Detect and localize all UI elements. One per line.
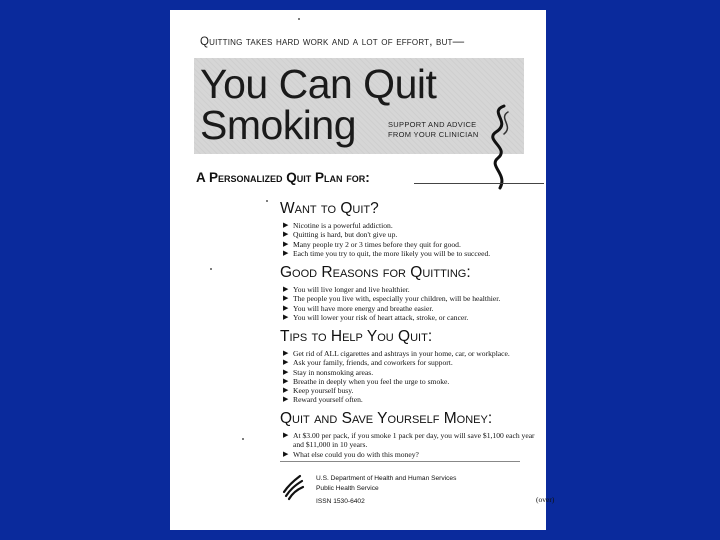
scan-speck — [210, 268, 212, 270]
subhead — [388, 120, 479, 139]
headline-line1: You Can Quit — [200, 61, 437, 107]
issn-number: ISSN 1530-6402 — [316, 498, 365, 505]
plan-title: A Personalized Quit Plan for: — [196, 170, 370, 185]
list-item: ▶ Nicotine is a powerful addiction. — [283, 221, 393, 230]
tagline: Quitting takes hard work and a lot of effort, but— — [200, 36, 465, 48]
section-good-reasons — [280, 264, 542, 322]
bullet-triangle-icon: ▶ — [283, 358, 289, 367]
section-tips — [280, 328, 542, 405]
subhead-line2: FROM YOUR CLINICIAN — [388, 129, 479, 139]
section-heading: Quit and Save Yourself Money: — [280, 410, 493, 427]
list-item: ▶ Breathe in deeply when you feel the urge to smoke. — [283, 376, 450, 386]
scan-speck — [242, 438, 244, 440]
list-item: ▶ You will live longer and live healthier. — [283, 285, 410, 294]
bullet-triangle-icon: ▶ — [283, 221, 289, 229]
scan-speck — [298, 18, 300, 20]
bullet-triangle-icon: ▶ — [283, 230, 289, 239]
list-item: ▶ Keep yourself busy. — [283, 386, 354, 396]
bullet-triangle-icon: ▶ — [283, 294, 289, 303]
list-item: ▶ Quitting is hard, but don't give up. — [283, 230, 398, 240]
bullet-triangle-icon: ▶ — [283, 395, 289, 404]
section-heading: Want to Quit? — [280, 200, 379, 217]
bullet-triangle-icon: ▶ — [283, 376, 289, 385]
subhead-line1: SUPPORT AND ADVICE — [388, 120, 477, 129]
smoke-icon — [482, 102, 518, 192]
list-item: ▶ The people you live with, especially your children, will be healthier. — [283, 294, 501, 304]
bullet-triangle-icon: ▶ — [283, 367, 289, 376]
bullet-list — [280, 431, 542, 459]
publisher-org: U.S. Department of Health and Human Services — [316, 475, 457, 482]
list-item: ▶ You will have more energy and breathe easier. — [283, 303, 434, 313]
bullet-triangle-icon: ▶ — [283, 386, 289, 395]
footer-divider — [280, 461, 520, 462]
bullet-triangle-icon: ▶ — [283, 248, 289, 257]
bullet-triangle-icon: ▶ — [283, 312, 289, 321]
section-save-money — [280, 410, 542, 459]
bullet-triangle-icon: ▶ — [283, 449, 289, 458]
bullet-list — [280, 349, 542, 405]
bullet-triangle-icon: ▶ — [283, 349, 289, 357]
publisher-service: Public Health Service — [316, 485, 379, 492]
bullet-triangle-icon: ▶ — [283, 285, 289, 293]
section-heading: Tips to Help You Quit: — [280, 328, 433, 345]
list-item: ▶ Each time you try to quit, the more likely you will be to succeed. — [283, 248, 491, 258]
plan-name-blank — [414, 183, 544, 184]
flyer-page — [170, 10, 555, 530]
list-item: ▶ Stay in nonsmoking areas. — [283, 367, 374, 377]
scan-speck — [266, 200, 268, 202]
list-item: ▶ You will lower your risk of heart attack, stroke, or cancer. — [283, 312, 469, 322]
list-item: ▶ Many people try 2 or 3 times before they quit for good. — [283, 239, 461, 249]
bullet-list — [280, 285, 542, 322]
section-want-to-quit — [280, 200, 542, 258]
bullet-triangle-icon: ▶ — [283, 303, 289, 312]
headline-line2: Smoking — [200, 102, 357, 148]
section-heading: Good Reasons for Quitting: — [280, 264, 471, 281]
hhs-logo-icon — [280, 472, 306, 500]
title-banner — [194, 58, 524, 154]
list-item: ▶ Get rid of ALL cigarettes and ashtrays in your home, car, or workplace. — [283, 349, 510, 358]
list-item: ▶ What else could you do with this money? — [283, 449, 419, 459]
bullet-triangle-icon: ▶ — [283, 239, 289, 248]
list-item: ▶ Ask your family, friends, and coworkers for support. — [283, 358, 453, 368]
bullet-triangle-icon: ▶ — [283, 431, 289, 439]
footer-publisher — [316, 474, 456, 507]
bullet-list — [280, 221, 542, 258]
list-item: ▶ At $3.00 per pack, if you smoke 1 pack per day, you will save $1,100 each year and $11,000 in 10 years. — [283, 431, 535, 450]
over-note: (over) — [536, 495, 555, 504]
list-item: ▶ Reward yourself often. — [283, 395, 363, 405]
